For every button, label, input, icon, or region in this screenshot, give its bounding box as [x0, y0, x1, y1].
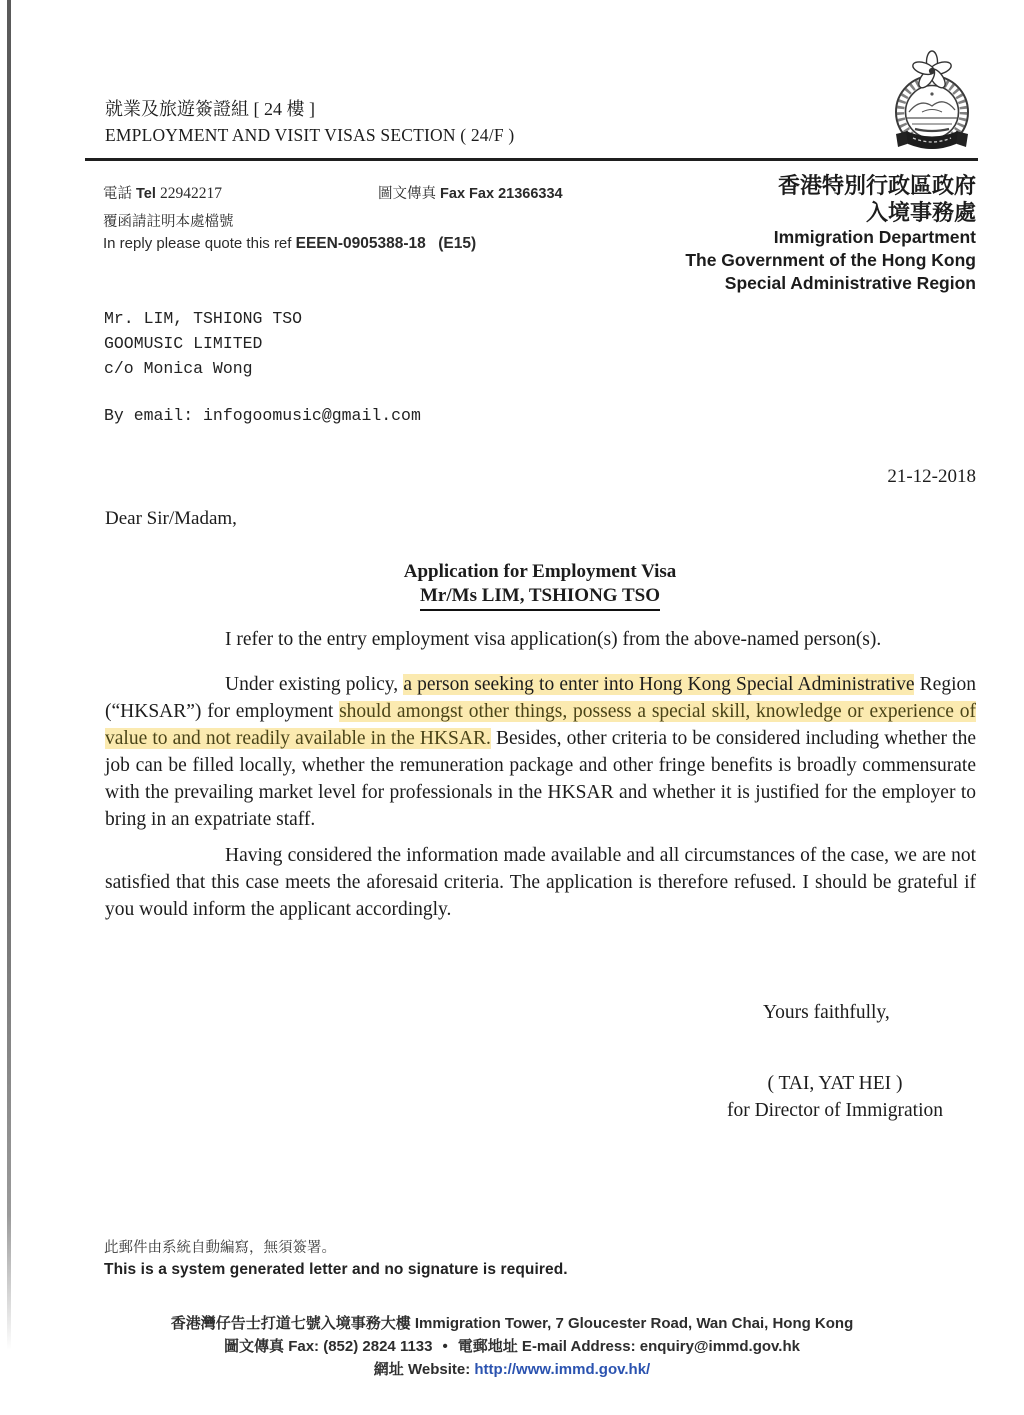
footer-website-line: [0, 1358, 1024, 1381]
dept-name-en: Immigration Department: [773, 227, 976, 247]
addressee-name: Mr. LIM, TSHIONG TSO: [104, 309, 303, 328]
tel-label-en: Tel: [136, 186, 156, 202]
footer-website-label: 網址 Website:: [373, 1361, 475, 1378]
paragraph-2-highlight-1: a person seeking to enter into Hong Kong Special Administrative: [403, 674, 915, 695]
ref-line: [103, 235, 663, 253]
paragraph-2-seg2: Region (“HKSAR”) for employment: [105, 674, 976, 722]
section-title-en: EMPLOYMENT AND VISIT VISAS SECTION ( 24/F ): [105, 125, 515, 145]
system-note-en: This is a system generated letter and no signature is required.: [104, 1261, 568, 1278]
subject-line2: Mr/Ms LIM, TSHIONG TSO: [420, 584, 660, 611]
section-title: [105, 96, 514, 148]
footer-address: 香港灣仔告士打道七號入境事務大樓 Immigration Tower, 7 Gloucester Road, Wan Chai, Hong Kong: [170, 1315, 854, 1332]
paragraph-2: [105, 671, 976, 833]
ref-note-en: In reply please quote this ref: [103, 235, 292, 252]
ref-suffix: (E15): [438, 235, 477, 252]
addressee-block: [104, 306, 421, 428]
gov-name-en-line2: Special Administrative Region: [724, 273, 976, 293]
signer-title: for Director of Immigration: [726, 1100, 944, 1121]
subject-block: [105, 560, 975, 611]
paragraph-3: [105, 842, 976, 923]
gov-name-zh: 香港特別行政區政府: [777, 173, 976, 198]
tel-label-zh: 電話: [103, 186, 132, 202]
signer-name: ( TAI, YAT HEI ): [767, 1073, 903, 1094]
addressee-care-of: c/o Monica Wong: [104, 359, 253, 378]
delivery-method: By email: infogoomusic@gmail.com: [104, 406, 421, 425]
fax-number: 21366334: [498, 186, 563, 202]
section-title-zh: 就業及旅遊簽證組 [ 24 樓 ]: [105, 99, 315, 119]
letter-date: 21-12-2018: [887, 466, 976, 487]
closing: Yours faithfully,: [763, 1002, 890, 1023]
subject-line1: Application for Employment Visa: [403, 561, 677, 582]
footer-contact-line: [0, 1335, 1024, 1358]
system-note-zh: 此郵件由系統自動編寫，無須簽署。: [104, 1240, 336, 1256]
addressee-company: GOOMUSIC LIMITED: [104, 334, 263, 353]
paragraph-2-highlight-2: should amongst other things, possess a special skill, knowledge or experience of value to and not readily available in the HKSAR.: [105, 701, 976, 749]
ref-number: EEEN-0905388-18: [295, 235, 426, 252]
footer: [0, 1312, 1024, 1381]
contact-block: [103, 182, 663, 253]
footer-separator: •: [442, 1338, 448, 1355]
tel-number: 22942217: [159, 185, 222, 202]
dept-name-zh: 入境事務處: [865, 200, 976, 225]
tel-line: [103, 182, 222, 203]
paragraph-1-text: I refer to the entry employment visa application(s) from the above-named person(s).: [225, 629, 882, 650]
scan-edge-artifact: [7, 0, 11, 1350]
paragraph-2-seg3: Besides, other criteria to be considered including whether the job can be filled locally, whether the remuneration package and other fringe benefits is broadly commensurate with the prevailing market level for professionals in the HKSAR and whether it is justified for the employer to bring in an expatriate staff.: [105, 728, 976, 830]
paragraph-1: [105, 626, 976, 653]
system-note: [104, 1236, 568, 1279]
paragraph-3-text: Having considered the information made available and all circumstances of the case, we are not satisfied that this case meets the aforesaid criteria. The application is therefore refused. I should be grateful if you would inform the applicant accordingly.: [105, 845, 976, 920]
ref-note-zh: 覆函請註明本處檔號: [103, 214, 234, 230]
gov-name-en-line1: The Government of the Hong Kong: [685, 250, 976, 270]
salutation: Dear Sir/Madam,: [105, 508, 237, 529]
immigration-department-emblem-icon: [882, 50, 982, 163]
department-block: [685, 172, 976, 295]
header-divider-rule: [85, 158, 978, 161]
paragraph-2-seg1: Under existing policy,: [225, 674, 404, 695]
fax-label-zh: 圖文傳真: [378, 186, 436, 202]
footer-website-url: http://www.immd.gov.hk/: [474, 1361, 651, 1378]
fax-label-en: Fax Fax: [440, 186, 495, 202]
footer-fax: 圖文傳真 Fax: (852) 2824 1133: [224, 1338, 433, 1355]
signature-block: [690, 1070, 980, 1124]
footer-email: 電郵地址 E-mail Address: enquiry@immd.gov.hk: [457, 1338, 800, 1355]
fax-line: [378, 182, 563, 203]
